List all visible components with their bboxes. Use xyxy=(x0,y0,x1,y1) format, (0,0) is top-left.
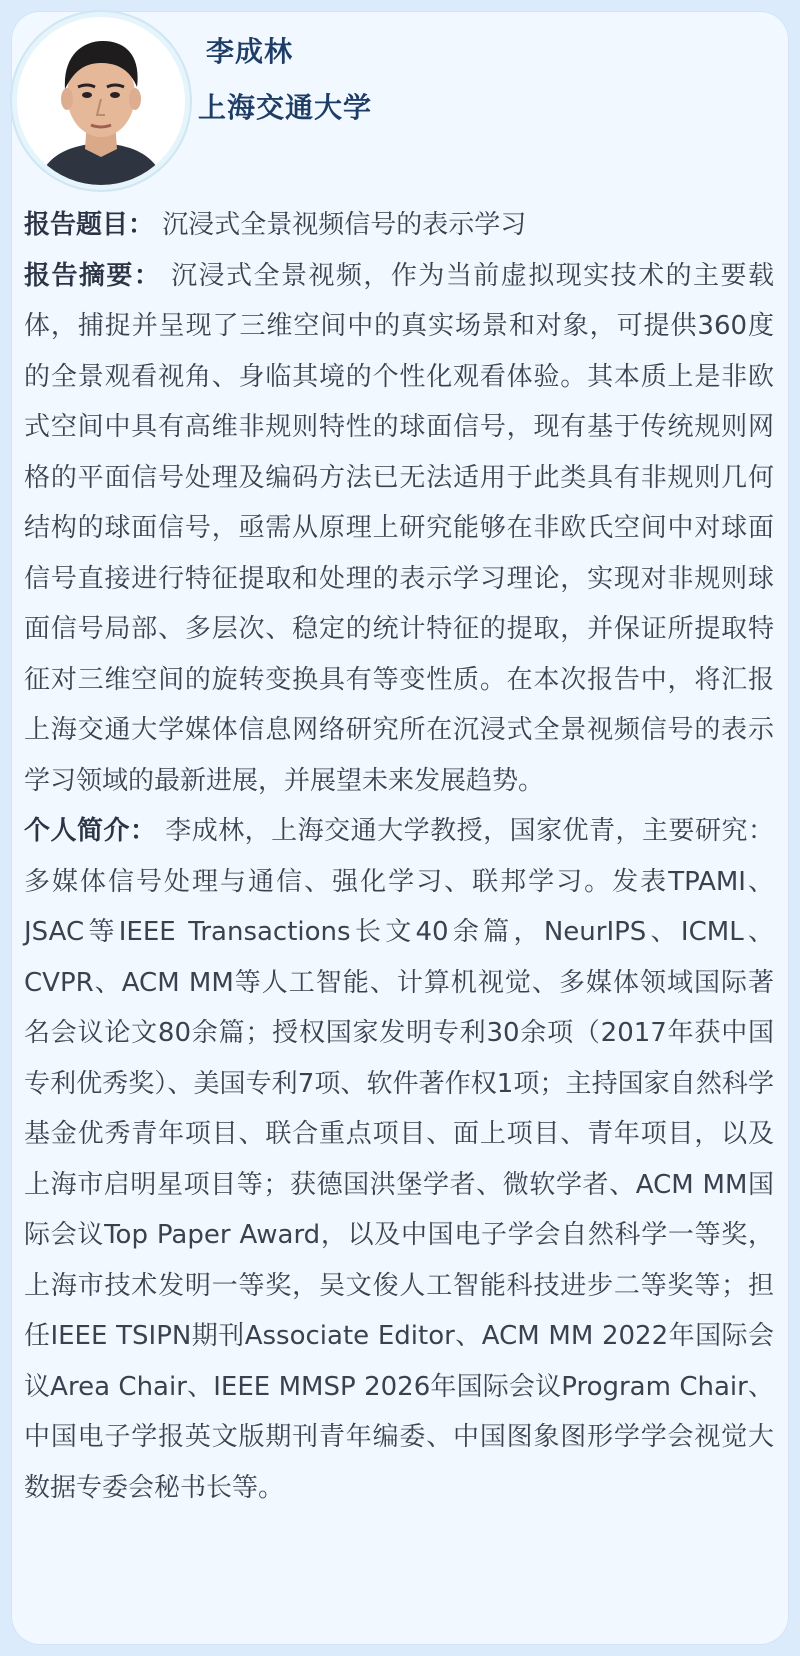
speaker-name: 李成林 xyxy=(206,35,294,68)
talk-abstract-section xyxy=(24,251,774,807)
talk-title-label: 报告题目： xyxy=(24,210,155,240)
speaker-affiliation: 上海交通大学 xyxy=(198,91,373,124)
speaker-photo xyxy=(12,12,190,190)
talk-details xyxy=(24,200,774,1513)
speaker-bio: 李成林，上海交通大学教授，国家优青，主要研究：多媒体信号处理与通信、强化学习、联邦学习。发表TPAMI、JSAC等IEEE Transactions长文40余篇，NeurIPS、ICML、CVPR、ACM MM等人工智能、计算机视觉、多媒体领域国际著名会议论文80余篇；授权国家发明专利30余项（2017年获中国专利优秀奖）、美国专利7项、软件著作权1项；主持国家自然科学基金优秀青年项目、联合重点项目、面上项目、青年项目，以及上海市启明星项目等；获德国洪堡学者、微软学者、ACM MM国际会议Top Paper Award，以及中国电子学会自然科学一等奖，上海市技术发明一等奖，吴文俊人工智能科技进步二等奖等；担任IEEE TSIPN期刊Associate Editor、ACM MM 2022年国际会议Area Chair、IEEE MMSP 2026年国际会议Program Chair、中国电子学报英文版期刊青年编委、中国图象图形学学会视觉大数据专委会秘书长等。 xyxy=(24,816,774,1503)
speaker-bio-label: 个人简介： xyxy=(24,816,157,846)
talk-title-section xyxy=(24,200,774,251)
talk-abstract: 沉浸式全景视频，作为当前虚拟现实技术的主要载体，捕捉并呈现了三维空间中的真实场景和对象，可提供360度的全景观看视角、身临其境的个性化观看体验。其本质上是非欧式空间中具有高维非规则特性的球面信号，现有基于传统规则网格的平面信号处理及编码方法已无法适用于此类具有非规则几何结构的球面信号，亟需从原理上研究能够在非欧氏空间中对球面信号直接进行特征提取和处理的表示学习理论，实现对非规则球面信号局部、多层次、稳定的统计特征的提取，并保证所提取特征对三维空间的旋转变换具有等变性质。在本次报告中，将汇报上海交通大学媒体信息网络研究所在沉浸式全景视频信号的表示学习领域的最新进展，并展望未来发展趋势。 xyxy=(24,260,774,796)
talk-title: 沉浸式全景视频信号的表示学习 xyxy=(162,210,527,240)
speaker-header xyxy=(12,12,192,192)
talk-abstract-label: 报告摘要： xyxy=(24,260,162,291)
speaker-info xyxy=(198,32,372,128)
portrait-icon xyxy=(17,17,185,185)
speaker-bio-section xyxy=(24,806,774,1513)
